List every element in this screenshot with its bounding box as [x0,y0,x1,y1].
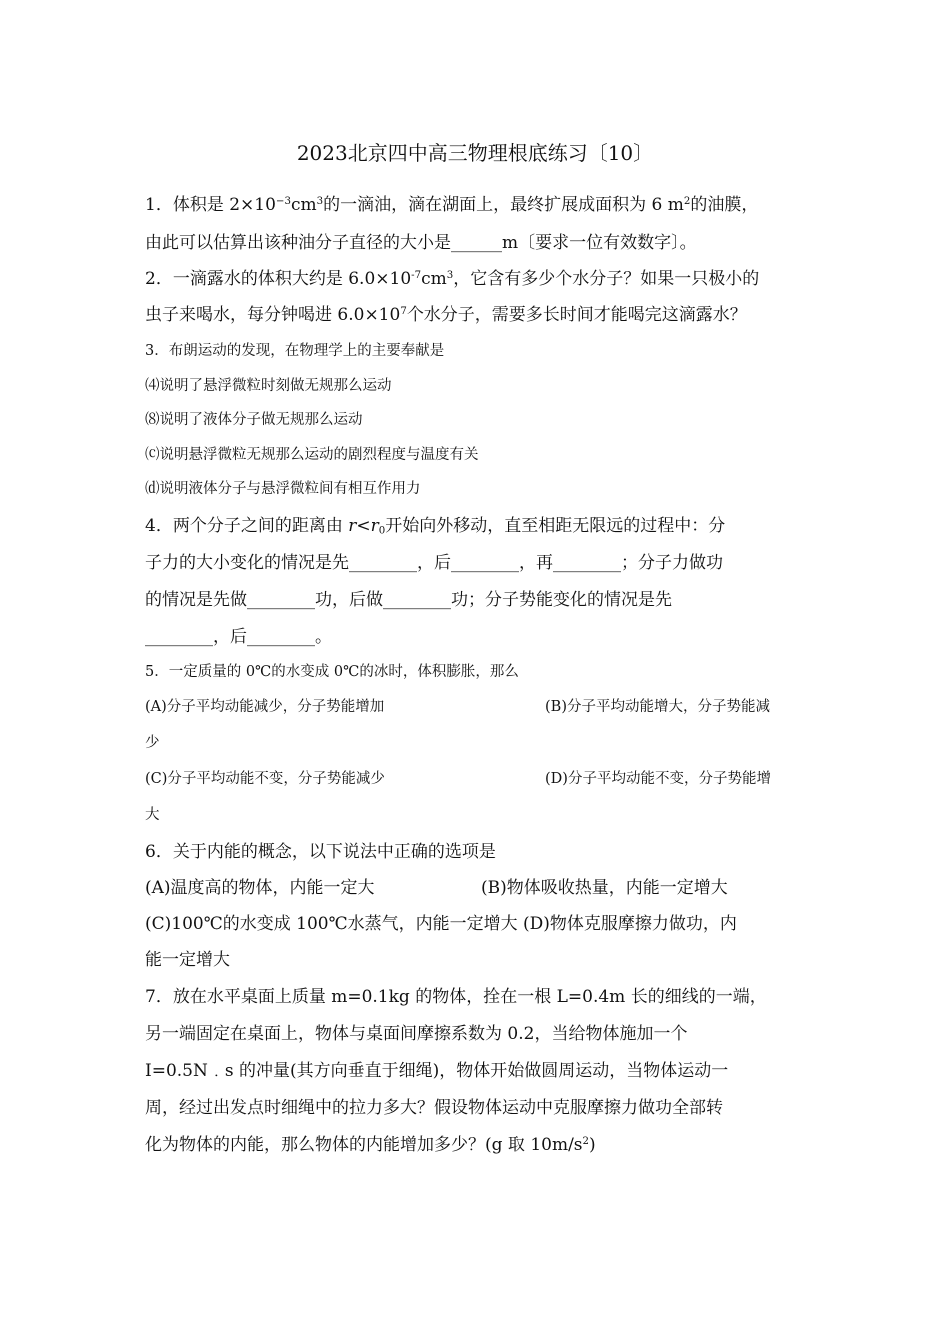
question-4-line-4: ________，后________。 [145,627,332,647]
question-3-option-d: ⒟说明液体分子与悬浮微粒间有相互作用力 [145,481,421,497]
question-7-line-3: I=0.5N﹒s 的冲量(其方向垂直于细绳)，物体开始做圆周运动，当物体运动一 [145,1061,729,1081]
question-5-option-d-cont: 大 [145,807,160,823]
question-7-line-1: 7．放在水平桌面上质量 m=0.1kg 的物体，拴在一根 L=0.4m 长的细线的一端， [145,987,767,1007]
question-4-line-2: 子力的大小变化的情况是先________，后________，再________；分子力做功 [145,553,723,573]
question-1-line-2: 由此可以估算出该种油分子直径的大小是______m〔要求一位有效数字〕。 [145,233,697,253]
question-4-line-1: 4．两个分子之间的距离由 $r<r_0$开始向外移动，直至相距无限远的过程中：分 [145,516,726,537]
page-title: 2023北京四中高三物理根底练习〔10〕 [296,141,654,165]
question-2-line-1: 2．一滴露水的体积大约是 $6.0\times 10^{-7}cm^3$，它含有多少个水分子？如果一只极小的 [145,269,760,289]
question-5-stem: 5．一定质量的 0℃的水变成 0℃的冰时，体积膨胀，那么 [145,664,519,680]
question-4-line-3: 的情况是先做________功，后做________功；分子势能变化的情况是先 [145,590,672,610]
question-1-line-1: 1．体积是 $2\times 10^{-3}cm^3$的一滴油，滴在湖面上，最终扩展成面积为 6 $m^2$的油膜， [145,195,759,215]
question-3-option-a: ⑷说明了悬浮微粒时刻做无规那么运动 [145,378,392,394]
question-7-line-5: 化为物体的内能，那么物体的内能增加多少？(g 取 $10m/s^2$) [145,1135,596,1155]
question-7-line-4: 周，经过出发点时细绳中的拉力多大？假设物体运动中克服摩擦力做功全部转 [145,1098,723,1118]
question-6-option-b: (B)物体吸收热量，内能一定增大 [481,878,728,898]
question-6-stem: 6．关于内能的概念，以下说法中正确的选项是 [145,842,496,862]
question-5-option-c: (C)分子平均动能不变，分子势能减少 [145,771,385,787]
question-6-option-cd: (C)100℃的水变成 100℃水蒸气，内能一定增大 (D)物体克服摩擦力做功，内 [145,914,737,934]
question-5-option-d: (D)分子平均动能不变，分子势能增 [545,771,771,787]
question-5-option-a: (A)分子平均动能减少，分子势能增加 [145,699,385,715]
question-2-line-2: 虫子来喝水，每分钟喝进 $6.0\times 10^7$个水分子，需要多长时间才能喝完这滴露水？ [145,305,747,325]
question-6-option-a: (A)温度高的物体，内能一定大 [145,878,375,898]
question-5-option-b: (B)分子平均动能增大，分子势能减 [545,699,770,715]
question-3-option-c: ⒞说明悬浮微粒无规那么运动的剧烈程度与温度有关 [145,447,479,463]
question-3-stem: 3．布朗运动的发现，在物理学上的主要奉献是 [145,343,445,359]
question-7-line-2: 另一端固定在桌面上，物体与桌面间摩擦系数为 0.2，当给物体施加一个 [145,1024,688,1044]
question-5-option-b-cont: 少 [145,735,160,751]
question-3-option-b: ⑻说明了液体分子做无规那么运动 [145,412,363,428]
question-6-option-d-cont: 能一定增大 [145,950,230,970]
